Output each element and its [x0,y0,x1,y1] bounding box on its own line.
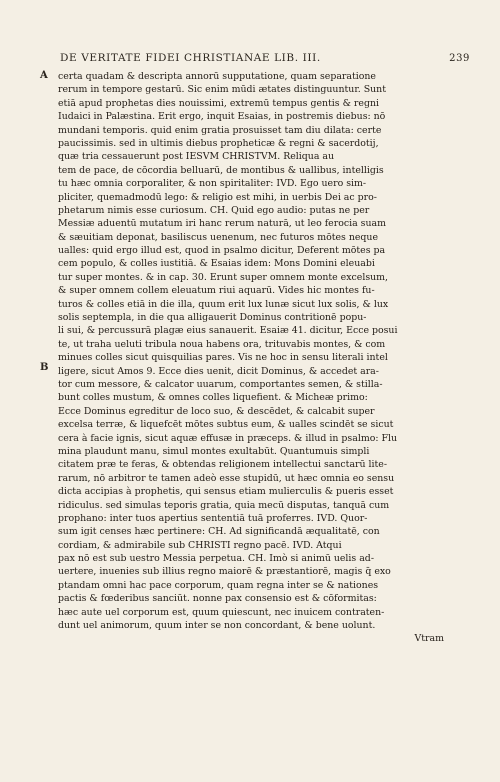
text-line: li sui, & percussurā plagæ eius sanauerit. Esaiæ 41. dicitur, Ecce posui [58,325,398,337]
text-line: certa quadam & descripta annorū supputatione, quam separatione [58,71,376,82]
text-line: pax nō est sub uestro Messia perpetua. CH. Imò si animū uelis ad- [58,553,374,565]
text-line: turos & colles etiā in die illa, quum erit lux lunæ sicut lux solis, & lux [58,298,389,310]
text-line: excelsa terræ, & liquefcēt mōtes subtus eum, & ualles scindēt se sicut [58,419,394,431]
text-line: Ecce Dominus egreditur de loco suo, & descēdet, & calcabit super [58,405,375,417]
text-line: mundani temporis. quid enim gratia prosuisset tam diu dilata: certe [58,124,382,136]
text-line: hæc aute uel corporum est, quum quiescunt, nec inuicem contraten- [58,606,385,618]
text-block [58,70,472,646]
text-line: tem de pace, de cōcordia belluarū, de montibus & uallibus, intelligis [58,164,384,176]
section-marker-b: B [40,362,49,373]
text-line: sum igit censes hæc pertinere: CH. Ad significandā æqualitatē, con [58,526,380,538]
text-line: pliciter, quemadmodū lego: & religio est mihi, in uerbis Dei ac pro- [58,191,377,203]
running-head [60,52,470,64]
text-line: cera à facie ignis, sicut aquæ effusæ in præceps. & illud in psalmo: Flu [58,432,398,444]
text-line: cem populo, & colles iustitiā. & Esaias idem: Mons Domini eleuabi [58,258,375,270]
section-marker-a: A [40,70,48,81]
text-line: solis septempla, in die qua alligauerit Dominus contritionē popu- [58,312,367,324]
text-line: dicta accipias à prophetis, qui sensus etiam mulierculis & pueris esset [58,486,394,498]
text-line: cordiam, & admirabile sub CHRISTI regno pacē. IVD. Atqui [58,539,342,551]
text-line: paucissimis. sed in ultimis diebus propheticæ & regni & sacerdotij, [58,137,379,149]
folio-number: 239 [449,53,470,64]
text-line: tor cum messore, & calcator uuarum, comportantes semen, & stilla- [58,378,383,390]
text-line: Iudaici in Palæstina. Erit ergo, inquit Esaias, in postremis diebus: nō [58,111,386,123]
text-line: te, ut traha ueluti tribula noua habens ora, trituvabis montes, & com [58,338,386,350]
text-line: phetarum nimis esse curiosum. CH. Quid ego audio: putas ne per [58,204,370,216]
text-line: etiā apud prophetas dies nouissimi, extremū tempus gentis & regni [58,97,379,109]
text-line: ridiculus. sed simulas teporis gratia, quia mecū disputas, tanquā cum [58,499,390,511]
text-line: prophano: inter tuos apertius sententiā tuā proferres. IVD. Quor- [58,512,368,524]
text-line: rarum, nō arbitror te tamen adeò esse stupidū, ut hæc omnia eo sensu [58,472,395,484]
running-head-title: DE VERITATE FIDEI CHRISTIANAE LIB. III. [60,52,321,64]
text-line: bunt colles mustum, & omnes colles liquefient. & Micheæ primo: [58,392,368,404]
text-line: rerum in tempore gestarū. Sic enim mūdi ætates distinguuntur. Sunt [58,84,386,96]
text-line: tur super montes. & in cap. 30. Erunt super omnem monte excelsum, [58,271,389,283]
text-line: ligere, sicut Amos 9. Ecce dies uenit, dicit Dominus, & accedet ara- [58,365,379,377]
text-line: mina plaudunt manu, simul montes exultabūt. Quantumuis simpli [58,445,370,457]
catchword: Vtram [414,633,444,645]
text-line: & super omnem collem eleuatum riui aquarū. Vides hic montes fu- [58,285,375,297]
text-line: minues colles sicut quisquilias pares. Vis ne hoc in sensu literali intel [58,352,388,364]
text-line: Messiæ aduentū mutatum iri hanc rerum naturā, ut leo ferocia suam [58,218,387,230]
text-line: pactis & fœderibus sanciūt. nonne pax consensio est & cōformitas: [58,593,377,605]
text-line: quæ tria cessauerunt post IESVM CHRISTVM. Reliqua au [58,151,335,163]
text-line: & sæuitiam deponat, basiliscus uenenum, nec futuros mōtes neque [58,231,379,243]
text-line: uertere, inuenies sub illius regno maiorē & præstantiorē, magis q̄ exo [58,566,391,578]
text-line: tu hæc omnia corporaliter, & non spiritaliter: IVD. Ego uero sim- [58,178,367,190]
text-line: ualles: quid ergo illud est, quod in psalmo dicitur, Deferent mōtes pa [58,245,386,257]
text-line: citatem præ te feras, & obtendas religionem intellectui sanctarū lite- [58,459,388,471]
text-line: ptandam omni hac pace corporum, quam regna inter se & nationes [58,579,379,591]
text-line: dunt uel animorum, quum inter se non concordant, & bene uolunt. [58,620,376,632]
